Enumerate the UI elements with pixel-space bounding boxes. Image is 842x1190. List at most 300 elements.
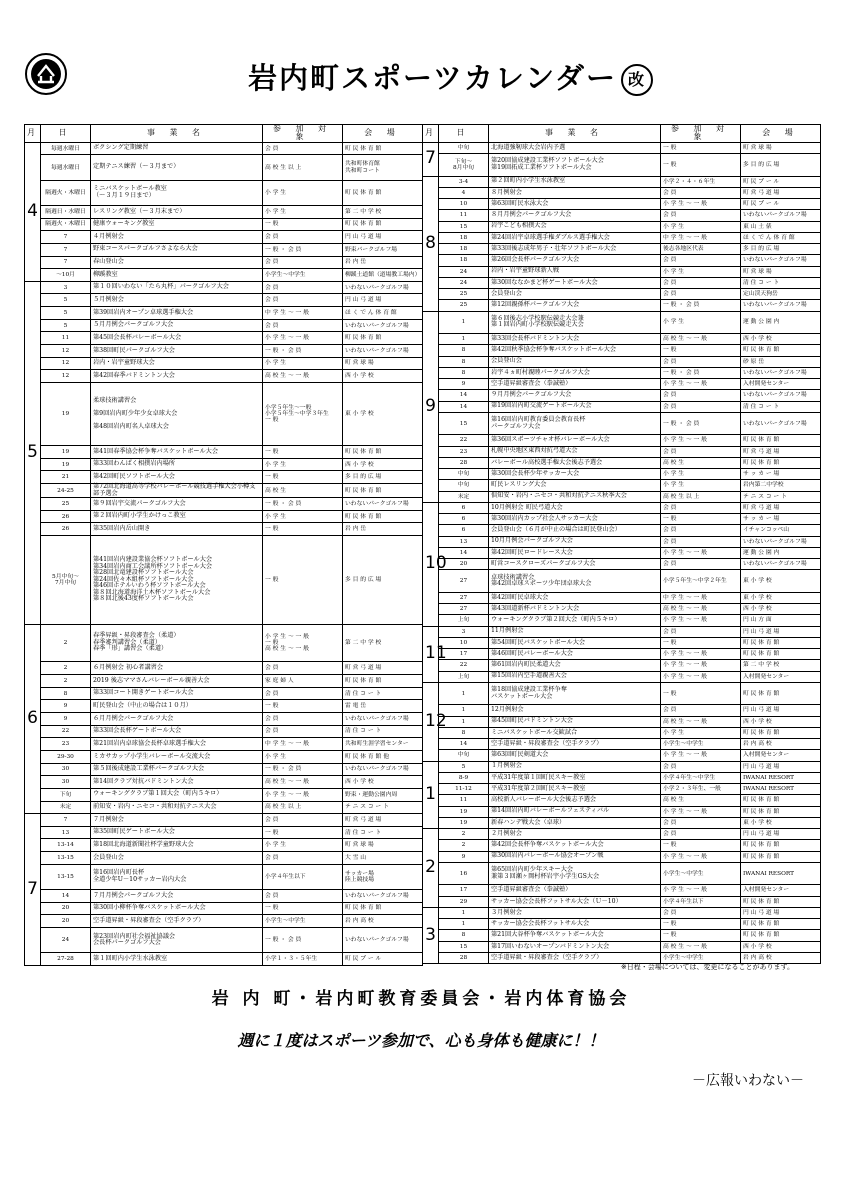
table-row (423, 221, 821, 232)
table-row (25, 307, 423, 320)
event-cell: 第24回岩宇卓球選手権ダブルス選手権大会 (489, 232, 661, 243)
event-cell: 岩宇こども相撲大会 (489, 221, 661, 232)
venue-cell: 柳蹊士道館（道場教工場内） (343, 269, 423, 282)
table-row (25, 523, 423, 536)
day-cell: 19 (41, 446, 91, 459)
day-cell: 2 (41, 662, 91, 675)
participants-cell: 小 学 生 ～ 一 般 (661, 885, 741, 896)
participants-cell: 小 学 生 ～ 一 般 一 般 高 校 生 ～ 一 般 (263, 624, 343, 662)
event-cell: 倶知安・岩内・ニセコ・共和対抗テニス秋季大会 (489, 491, 661, 502)
day-cell: 15 (439, 221, 489, 232)
day-cell: 13-14 (41, 839, 91, 852)
venue-cell: 町 民 プ ー ル (741, 199, 821, 210)
event-cell: 春季昇級・昇段審査会（柔道） 春季審判講習会（柔道） 春季「形」講習会（柔道） (91, 624, 263, 662)
table-row (423, 536, 821, 547)
day-cell: ～10月 (41, 269, 91, 282)
venue-cell: 東 小 学 校 (343, 382, 423, 445)
participants-cell: 小 学 生 ～ 一 般 (661, 851, 741, 862)
participants-cell: 小 学 生 ～ 一 般 (661, 660, 741, 671)
venue-cell: 定山渓天狗岳 (741, 289, 821, 300)
table-row (423, 604, 821, 615)
day-cell: 9 (439, 851, 489, 862)
month-cell: 6 (25, 624, 41, 814)
table-row (25, 713, 423, 726)
day-cell: 25 (439, 300, 489, 311)
venue-cell: 町 民 体 育 館 (741, 896, 821, 907)
day-cell: 17 (439, 649, 489, 660)
venue-cell: 東 山 土 俵 (741, 221, 821, 232)
day-cell: 24 (41, 927, 91, 952)
day-cell: 上旬 (439, 671, 489, 682)
event-cell: 第30回岩内バレーボール協会オープン戦 (489, 851, 661, 862)
day-cell: 22 (439, 660, 489, 671)
venue-cell: 円 山 弓 道 場 (343, 294, 423, 307)
participants-cell: 会 員 (661, 502, 741, 513)
town-emblem-icon (24, 52, 68, 96)
venue-cell: 町 民 体 育 館 (741, 806, 821, 817)
participants-cell: 中 学 生 ～ 一 般 (661, 232, 741, 243)
event-cell: 第63回町民水泳大会 (489, 199, 661, 210)
day-cell: 27 (439, 604, 489, 615)
participants-cell: 一 般 (263, 536, 343, 625)
calendar-table-right (422, 124, 821, 964)
event-cell: ６月例射会 初心者講習会 (91, 662, 263, 675)
participants-cell: 高 校 生 ～ 一 般 (661, 604, 741, 615)
event-cell: 柳蹊教室 (91, 269, 263, 282)
table-row (423, 739, 821, 750)
event-cell: 第72回北海道高等学校バレーボール競技選手権大会小樽支部予選会 (91, 484, 263, 498)
table-header-row (423, 125, 821, 143)
table-row (423, 390, 821, 401)
event-cell: ６月月例会パークゴルフ大会 (91, 713, 263, 726)
event-cell: 第33回会長杯バドミントン大会 (489, 334, 661, 345)
event-cell: 卓球技術講習会 第42回卓球スポーツ少年団卓球大会 (489, 570, 661, 593)
participants-cell: 会 員 (661, 356, 741, 367)
event-cell: 定期テニス練習（～３月まで） (91, 155, 263, 180)
venue-cell: IWANAI RESORT (741, 784, 821, 795)
participants-cell: 家 庭 婦 人 (263, 675, 343, 688)
event-cell: 第14回岩内町バレーボールフェスティバル (489, 806, 661, 817)
table-row (423, 547, 821, 558)
participants-cell: 高 校 生 ～ 一 般 (661, 716, 741, 727)
venue-cell: いわないパークゴルフ場 (741, 536, 821, 547)
event-cell: ミニバスケットボール教室 （～３月１９日まで） (91, 180, 263, 205)
participants-cell: 高 校 生 以 上 (263, 801, 343, 814)
day-cell: 7 (41, 814, 91, 827)
day-cell: 未定 (41, 801, 91, 814)
day-cell: 22 (439, 435, 489, 446)
event-cell: ミカサカップ小学生バレーボール交流大会 (91, 750, 263, 763)
participants-cell: 一 般 (263, 446, 343, 459)
venue-cell: 町 営 球 場 (741, 266, 821, 277)
table-row (25, 218, 423, 231)
event-cell: 第５回後成建設工業杯パークゴルフ大会 (91, 763, 263, 776)
participants-cell: 小 学 生 ～ 一 般 (661, 750, 741, 761)
organizers: 岩 内 町・岩内町教育委員会・岩内体育協会 (211, 989, 631, 1009)
event-cell: 第41回春季協会杯争奪バスケットボール大会 (91, 446, 263, 459)
venue-cell: 野束パークゴルフ場 (343, 243, 423, 256)
table-row (25, 902, 423, 915)
table-row (423, 806, 821, 817)
day-cell: 末定 (439, 491, 489, 502)
participants-cell: 小学５年生～一般 小学５年生～中学３年生 一 般 (263, 382, 343, 445)
event-cell: ７月例射会 (91, 814, 263, 827)
day-cell: 26 (41, 510, 91, 523)
day-cell: 19 (41, 458, 91, 471)
participants-cell: 小 学 生 ～ 一 般 (661, 671, 741, 682)
event-cell: 空手道昇級・昇段審査会（空手クラブ） (489, 952, 661, 963)
table-row (423, 199, 821, 210)
participants-cell: 会 員 (661, 536, 741, 547)
day-cell: 13 (439, 536, 489, 547)
day-cell: 8 (439, 367, 489, 378)
venue-cell: 町 営 弓 道 場 (343, 662, 423, 675)
table-row (423, 457, 821, 468)
participants-cell: 会 員 (661, 255, 741, 266)
venue-cell: 円 山 弓 道 場 (741, 626, 821, 637)
table-row (25, 319, 423, 332)
venue-cell: 多 目 的 広 場 (741, 154, 821, 177)
venue-cell: 東 小 学 校 (741, 592, 821, 603)
participants-cell: 会 員 (263, 890, 343, 903)
event-cell: 第45回会長杯バレーボール大会 (91, 332, 263, 345)
table-row (25, 510, 423, 523)
day-cell: 28 (439, 952, 489, 963)
table-row (423, 716, 821, 727)
participants-cell: 小学４年生以下 (661, 896, 741, 907)
event-cell: 第19回岩内町交流ゲートボール大会 (489, 401, 661, 412)
table-row (25, 776, 423, 789)
venue-cell: 入村開発センター (741, 750, 821, 761)
venue-cell: 清 住 コ ー ト (741, 277, 821, 288)
table-row (423, 311, 821, 334)
venue-cell: 町 民 体 育 館 (343, 142, 423, 155)
day-cell: 11-12 (439, 784, 489, 795)
day-cell: 8 (41, 687, 91, 700)
day-cell: 21 (41, 471, 91, 484)
venue-cell: 大 雪 山 (343, 852, 423, 865)
venue-cell: 町 民 体 育 館 (343, 902, 423, 915)
event-cell: ３月例射会 (489, 907, 661, 918)
day-cell: 23 (41, 738, 91, 751)
page-title (248, 56, 653, 97)
day-cell: 13 (41, 826, 91, 839)
venue-cell: 砂 原 岳 (741, 356, 821, 367)
month-cell: 10 (423, 502, 439, 626)
table-row (423, 514, 821, 525)
table-row (423, 210, 821, 221)
table-row (25, 231, 423, 244)
participants-cell: 一 般 ・ 会 員 (661, 412, 741, 435)
participants-cell: 小 学 生 (263, 750, 343, 763)
day-cell: 13-15 (41, 852, 91, 865)
day-cell: 8 (439, 727, 489, 738)
month-cell: 5 (25, 281, 41, 624)
event-cell: 第65回岩内町少年スキー大会 兼第３回瀬ヶ岡村杯岩宇小学生GS大会 (489, 862, 661, 885)
participants-cell: 会 員 (661, 907, 741, 918)
participants-cell: 小 学 生 (263, 205, 343, 218)
venue-cell: 野束・運動公園内周 (343, 788, 423, 801)
participants-cell: 会 員 (263, 142, 343, 155)
venue-cell: いわないパークゴルフ場 (343, 345, 423, 358)
table-row (25, 498, 423, 511)
day-cell: 5 (439, 761, 489, 772)
table-row (25, 205, 423, 218)
event-cell: 第42回町民ソフトボール大会 (91, 471, 263, 484)
event-cell: ７月月例会パークゴルフ大会 (91, 890, 263, 903)
event-cell: 岩内・岩宇童野球大会 (91, 357, 263, 370)
table-row (25, 446, 423, 459)
table-row (423, 502, 821, 513)
day-cell: 28 (439, 457, 489, 468)
event-cell: 第15回岩内空手道親善大会 (489, 671, 661, 682)
venue-cell: 町 営 弓 道 場 (741, 502, 821, 513)
event-cell: 空手道昇級審査会（拳誠塾） (489, 885, 661, 896)
venue-cell: 町 民 体 育 館 (343, 510, 423, 523)
table-row (423, 761, 821, 772)
venue-cell: 町 民 体 育 館 他 (343, 750, 423, 763)
table-row (25, 536, 423, 625)
venue-cell: 西 小 学 校 (343, 370, 423, 383)
table-row (25, 687, 423, 700)
participants-cell: 高 校 生 ～ 一 般 (263, 776, 343, 789)
venue-cell: サ ッ カ ー 場 (741, 469, 821, 480)
day-cell: 隔週火・木曜日 (41, 218, 91, 231)
change-notice: ※日程・会場については、変更になることがあります。 (620, 963, 794, 971)
day-cell: 8 (439, 356, 489, 367)
day-cell: 10 (439, 199, 489, 210)
participants-cell: 会 員 (263, 852, 343, 865)
table-row (25, 269, 423, 282)
event-cell: 町営コースクローズパークゴルフ大会 (489, 559, 661, 570)
day-cell: 18 (439, 232, 489, 243)
event-cell: 第45回町民バドミントン大会 (489, 716, 661, 727)
venue-cell: 入村開発センター (741, 671, 821, 682)
participants-cell: 小 学 生 (661, 266, 741, 277)
participants-cell: 会 員 (661, 210, 741, 221)
day-cell: 1 (439, 682, 489, 705)
event-cell: 第30回ななかまど杯ゲートボール大会 (489, 277, 661, 288)
event-cell: 高校新人バレーボール大会後志予選会 (489, 795, 661, 806)
event-cell: 札幌中央地区東西対抗弓道大会 (489, 446, 661, 457)
participants-cell: 高 校 生 (661, 795, 741, 806)
event-cell: 第61回岩内町民柔道大会 (489, 660, 661, 671)
table-row (423, 356, 821, 367)
table-row (25, 142, 423, 155)
table-row (25, 927, 423, 952)
participants-cell: 一 般 (263, 700, 343, 713)
participants-cell: 一 般 (263, 902, 343, 915)
participants-cell: 中 学 生 ～ 一 般 (263, 738, 343, 751)
venue-cell: いわないパークゴルフ場 (741, 367, 821, 378)
day-cell: 20 (41, 902, 91, 915)
venue-cell: 町 営 弓 道 場 (343, 814, 423, 827)
month-cell: 1 (423, 761, 439, 829)
table-row (25, 915, 423, 928)
participants-cell: 一 般 ・ 会 員 (263, 345, 343, 358)
day-cell: 24 (439, 277, 489, 288)
event-cell: ８月月例会パークゴルフ大会 (489, 210, 661, 221)
venue-cell: サ ッ カ ー 場 (741, 514, 821, 525)
day-cell: 15 (439, 412, 489, 435)
table-row (25, 852, 423, 865)
day-cell: 5 (41, 294, 91, 307)
day-cell: 14 (439, 390, 489, 401)
participants-cell: 高 校 生 (263, 484, 343, 498)
event-cell: 平成31年度第２回町民スキー教室 (489, 784, 661, 795)
day-cell: 毎週水曜日 (41, 155, 91, 180)
table-row (423, 142, 821, 153)
day-cell: 24 (439, 266, 489, 277)
table-row (25, 750, 423, 763)
table-row (423, 559, 821, 570)
participants-cell: 高 校 生 ～ 一 般 (661, 334, 741, 345)
event-cell: 第12回親孫杯パークゴルフ大会 (489, 300, 661, 311)
table-row (25, 864, 423, 889)
day-cell: 12 (41, 357, 91, 370)
venue-cell: 円 山 弓 道 場 (343, 231, 423, 244)
participants-cell: 会 員 (661, 559, 741, 570)
venue-cell: 多 目 的 広 場 (741, 244, 821, 255)
venue-cell: 入村開発センター (741, 885, 821, 896)
table-row (25, 738, 423, 751)
table-row (25, 345, 423, 358)
participants-cell: 小 学 生 (661, 469, 741, 480)
day-cell: 9 (41, 700, 91, 713)
participants-cell: 小学生～中学生 (661, 862, 741, 885)
venue-cell: いわないパークゴルフ場 (343, 319, 423, 332)
event-cell: 平成31年度第１回町民スキー教室 (489, 772, 661, 783)
day-cell: 3 (439, 626, 489, 637)
day-cell: 上旬 (439, 615, 489, 626)
table-row (423, 525, 821, 536)
header-event: 事 業 名 (91, 125, 263, 143)
venue-cell: いわないパークゴルフ場 (741, 255, 821, 266)
venue-cell: 町 民 体 育 館 (741, 851, 821, 862)
participants-cell: 会 員 (661, 829, 741, 840)
month-cell: 9 (423, 311, 439, 502)
participants-cell: 高 校 生 以 上 (263, 155, 343, 180)
table-row (423, 367, 821, 378)
venue-cell: 西 小 学 校 (741, 716, 821, 727)
event-cell: ５月月例会パークゴルフ大会 (91, 319, 263, 332)
table-row (423, 277, 821, 288)
day-cell: 5 (41, 319, 91, 332)
event-cell: 第17回いわないオープンバドミントン大会 (489, 941, 661, 952)
participants-cell: 会 員 (263, 281, 343, 294)
participants-cell: 一 般 (661, 514, 741, 525)
day-cell: 30 (41, 776, 91, 789)
participants-cell: 会 員 (661, 390, 741, 401)
table-row (423, 176, 821, 187)
participants-cell: 会 員 (661, 289, 741, 300)
participants-cell: 会 員 (263, 713, 343, 726)
event-cell: 第33回コート開きゲートボール大会 (91, 687, 263, 700)
participants-cell: 会 員 (263, 319, 343, 332)
title-text: 岩内町スポーツカレンダー (248, 61, 617, 95)
venue-cell: いわないパークゴルフ場 (741, 300, 821, 311)
table-row (423, 334, 821, 345)
event-cell: 第23回岩内町社会福祉協議会 会長杯パークゴルフ大会 (91, 927, 263, 952)
event-cell: ２月例射会 (489, 829, 661, 840)
event-cell: 町民登山会（中止の場合は１０月） (91, 700, 263, 713)
participants-cell: 小 学 生 (661, 311, 741, 334)
event-cell: 第33回会長杯ゲートボール大会 (91, 725, 263, 738)
event-cell: 第42回春季バドミントン大会 (91, 370, 263, 383)
participants-cell: 高 校 生 以 上 (661, 491, 741, 502)
event-cell: 第63回町民剣道大会 (489, 750, 661, 761)
participants-cell: 小 学 生 ～ 一 般 (263, 788, 343, 801)
table-row (423, 941, 821, 952)
table-row (423, 345, 821, 356)
venue-cell: 西 小 学 校 (343, 776, 423, 789)
event-cell: 第38回町民パークゴルフ大会 (91, 345, 263, 358)
participants-cell: 小 学 生 (263, 510, 343, 523)
day-cell: 2 (439, 829, 489, 840)
day-cell: 19 (439, 817, 489, 828)
venue-cell: 円 山 弓 道 場 (741, 705, 821, 716)
event-cell: 第30回小柳杯争奪バスケットボール大会 (91, 902, 263, 915)
venue-cell: いわないパークゴルフ場 (343, 927, 423, 952)
participants-cell: 小 学 生 ～ 一 般 (661, 547, 741, 558)
event-cell: 第２回町内小学生水泳教室 (489, 176, 661, 187)
header-day: 日 (41, 125, 91, 143)
event-cell: 11月例射会 (489, 626, 661, 637)
event-cell: 第43回道新杯バドミントン大会 (489, 604, 661, 615)
table-row (25, 814, 423, 827)
venue-cell: 町 民 体 育 館 (741, 795, 821, 806)
venue-cell: 町 民 体 育 館 (343, 484, 423, 498)
table-row (423, 885, 821, 896)
table-row (25, 624, 423, 662)
table-row (423, 907, 821, 918)
venue-cell: 町 民 体 育 館 (741, 727, 821, 738)
participants-cell: 会 員 (661, 446, 741, 457)
venue-cell: いわないパークゴルフ場 (741, 210, 821, 221)
day-cell: 16 (439, 862, 489, 885)
koho-credit: －広報いわない－ (692, 1073, 804, 1089)
participants-cell: 一 般 (661, 930, 741, 941)
event-cell: 新春ハンデ戦大会（卓球） (489, 817, 661, 828)
event-cell: 第54回町民バスケットボール大会 (489, 637, 661, 648)
venue-cell: 東 小 学 校 (741, 817, 821, 828)
day-cell: 27 (439, 570, 489, 593)
slogan: 週に１度はスポーツ参加で、心も身体も健康に！！ (237, 1031, 605, 1050)
event-cell: レスリング教室（～３月末まで） (91, 205, 263, 218)
table-row (423, 829, 821, 840)
participants-cell: 会 員 (661, 761, 741, 772)
venue-cell: 町 営 球 場 (343, 839, 423, 852)
month-cell: 2 (423, 829, 439, 908)
event-cell: 健康ウォーキング教室 (91, 218, 263, 231)
day-cell: 14 (439, 547, 489, 558)
venue-cell: 円 山 弓 道 場 (741, 907, 821, 918)
venue-cell: 多 目 的 広 場 (343, 536, 423, 625)
venue-cell: 岩 内 岳 (343, 256, 423, 269)
venue-cell: 町 民 体 育 館 (343, 446, 423, 459)
day-cell: 29 (439, 896, 489, 907)
day-cell: 隔週日・水曜日 (41, 205, 91, 218)
table-row (423, 570, 821, 593)
participants-cell: 小 学 生 (263, 839, 343, 852)
participants-cell: 一 般 (263, 471, 343, 484)
table-row (423, 705, 821, 716)
event-cell: 第39回岩内オープン卓球選手権大会 (91, 307, 263, 320)
venue-cell: いわないパークゴルフ場 (343, 713, 423, 726)
day-cell: 毎週水曜日 (41, 142, 91, 155)
table-row (423, 784, 821, 795)
table-row (25, 839, 423, 852)
